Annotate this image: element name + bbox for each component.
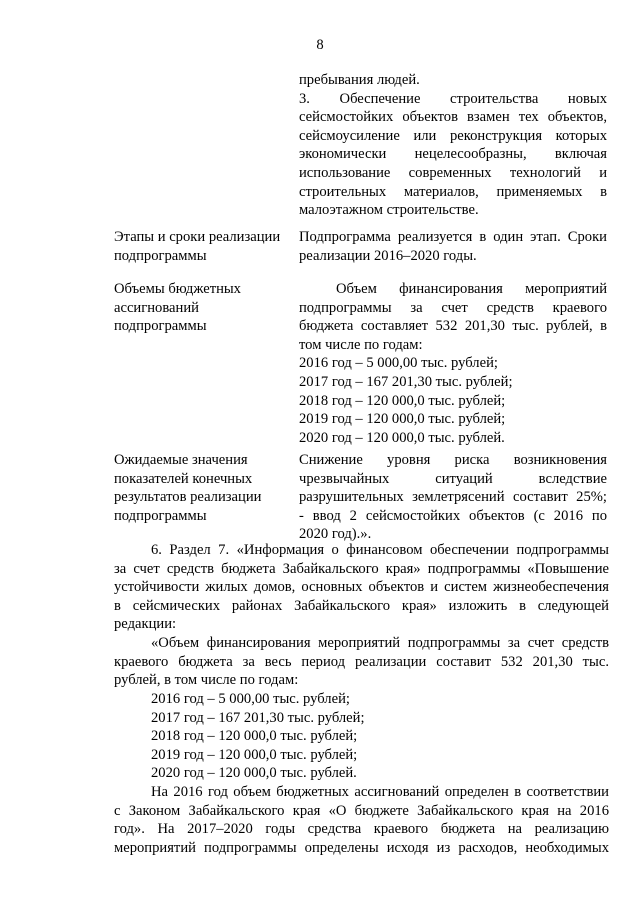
text-line: На 2016 год объем бюджетных ассигнований определен в соответствии — [151, 784, 609, 800]
row-label-budget — [114, 280, 286, 336]
text-line: сейсмостойких объектов взамен тех объектов, — [299, 109, 607, 126]
text-line: 2016 год – 5 000,00 тыс. рублей; — [299, 355, 498, 372]
text-line: сейсмоусиление или реконструкция которых — [299, 127, 607, 144]
text-line: том числе по годам: — [299, 336, 423, 353]
label-line: Этапы и сроки реализации — [114, 229, 281, 245]
text-line: 2019 год – 120 000,0 тыс. рублей; — [299, 411, 506, 428]
list-item: 2019 год – 120 000,0 тыс. рублей; — [151, 746, 358, 763]
text-line: за счет средств бюджета Забайкальского края» подпрограммы «Повышение — [114, 560, 609, 577]
text-line: 2020 год).». — [299, 526, 372, 543]
text-line: с Законом Забайкальского края «О бюджете Забайкальского края на 2016 — [114, 802, 609, 819]
text-line: в сейсмических районах Забайкальского края» изложить в следующей — [114, 597, 609, 614]
row-value-budget — [299, 280, 607, 447]
label-line: подпрограммы — [114, 247, 207, 264]
list-item: 2017 год – 167 201,30 тыс. рублей; — [151, 709, 365, 726]
label-line: показателей конечных — [114, 470, 253, 487]
text-line: использование современных технологий и — [299, 164, 607, 181]
list-item: 2020 год – 120 000,0 тыс. рублей. — [151, 765, 357, 782]
row-label-stages — [114, 228, 286, 265]
text-line: Объем финансирования мероприятий — [336, 281, 607, 297]
text-line: чрезвычайных ситуаций вследствие — [299, 470, 607, 487]
final-paragraph — [114, 783, 609, 857]
label-line: Ожидаемые значения — [114, 452, 248, 468]
text-line: подпрограммы за счет средств краевого — [299, 299, 607, 316]
text-line: 2018 год – 120 000,0 тыс. рублей; — [299, 392, 506, 409]
list-item: 2016 год – 5 000,00 тыс. рублей; — [151, 691, 350, 707]
label-line: результатов реализации — [114, 489, 262, 506]
text-line: разрушительных землетрясений составит 25%; — [299, 489, 607, 506]
section-6-paragraph — [114, 541, 609, 634]
text-line: «Объем финансирования мероприятий подпрограммы за счет средств — [151, 635, 609, 651]
row-label-expected — [114, 451, 286, 525]
text-line: 6. Раздел 7. «Информация о финансовом обеспечении подпрограммы — [151, 542, 609, 558]
text-line: - ввод 2 сейсмостойких объектов (с 2016 по — [299, 507, 607, 524]
text-line: 2017 год – 167 201,30 тыс. рублей; — [299, 373, 513, 390]
label-line: подпрограммы — [114, 507, 207, 524]
text-line: рублей, в том числе по годам: — [114, 672, 299, 689]
text-line: редакции: — [114, 616, 177, 633]
quote-paragraph — [114, 634, 609, 690]
page-number: 8 — [316, 37, 324, 53]
label-line: подпрограммы — [114, 318, 207, 335]
list-item: 2018 год – 120 000,0 тыс. рублей; — [151, 728, 358, 745]
text-line: реализации 2016–2020 годы. — [299, 247, 477, 264]
year-list — [114, 690, 609, 783]
text-line: Снижение уровня риска возникновения — [299, 452, 607, 468]
text-line: строительных материалов, применяемых в — [299, 183, 607, 200]
row-value-expected — [299, 451, 607, 544]
row-value-stages — [299, 228, 607, 265]
text-line: устойчивости жилых домов, основных объектов и систем жизнеобеспечения — [114, 579, 609, 596]
text-line: бюджета составляет 532 201,30 тыс. рублей, в — [299, 318, 607, 335]
text-line: Подпрограмма реализуется в один этап. Сроки — [299, 229, 607, 245]
text-line: экономически нецелесообразны, включая — [299, 146, 607, 163]
text-line: 3. Обеспечение строительства новых — [299, 90, 607, 107]
text-line: краевого бюджета за весь период реализации составит 532 201,30 тыс. — [114, 653, 609, 670]
text-line: малоэтажном строительстве. — [299, 202, 479, 219]
text-line: 2020 год – 120 000,0 тыс. рублей. — [299, 429, 505, 446]
label-line: ассигнований — [114, 299, 199, 316]
label-line: Объемы бюджетных — [114, 281, 241, 297]
continuation-cell — [299, 71, 607, 220]
text-line: пребывания людей. — [299, 72, 420, 88]
text-line: год». На 2017–2020 годы средства краевого бюджета на реализацию — [114, 821, 609, 838]
text-line: мероприятий подпрограммы определены исходя из расходов, необходимых — [114, 839, 609, 856]
